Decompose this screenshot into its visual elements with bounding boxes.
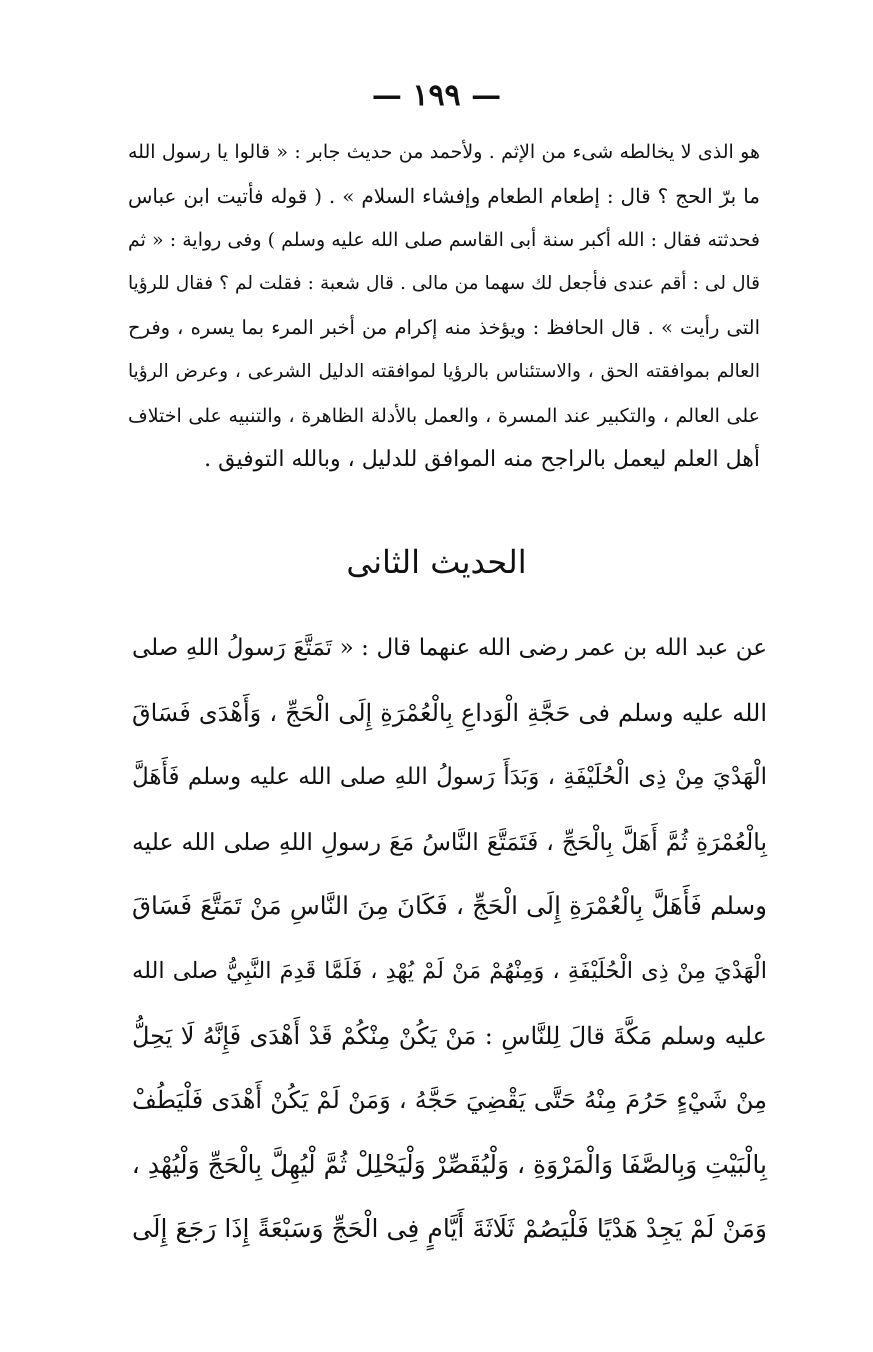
- page-number: — ١٩٩ —: [371, 78, 502, 113]
- commentary-line: ما برّ الحج ؟ قال : إطعام الطعام وإفشاء السلام » . ( قوله فأتيت ابن عباس: [128, 184, 760, 208]
- section-heading: الحديث الثانى: [346, 543, 527, 581]
- hadith-line: وسلم فَأَهَلَّ بِالْعُمْرَةِ إِلَى الْحَجِّ ، فَكَانَ مِنَ النَّاسِ مَنْ تَمَتَّعَ فَسَاقَ: [132, 891, 767, 921]
- hadith-line: بِالْعُمْرَةِ ثُمَّ أَهَلَّ بِالْحَجِّ ، فَتَمَتَّعَ النَّاسُ مَعَ رسولِ اللهِ صلى الله عليه: [132, 827, 767, 856]
- hadith-line: عليه وسلم مَكَّةَ قالَ لِلنَّاسِ : مَنْ يَكُنْ مِنْكُمْ قَدْ أَهْدَى فَإِنَّهُ لَا يَحِلُّ: [132, 1021, 767, 1050]
- hadith-line: مِنْ شَيْءٍ حَرُمَ مِنْهُ حَتَّى يَقْضِيَ حَجَّهُ ، وَمَنْ لَمْ يَكُنْ أَهْدَى فَلْيَطُفْ: [132, 1086, 767, 1115]
- commentary-line: العالم بموافقته الحق ، والاستئناس بالرؤيا لموافقته الدليل الشرعى ، وعرض الرؤيا: [128, 361, 760, 382]
- hadith-line: بِالْبَيْتِ وَبِالصَّفَا وَالْمَرْوَةِ ، وَلْيُقَصِّرْ وَلْيَحْلِلْ ثُمَّ لْيُهِلَّ بِالْحَجِّ وَلْيُهْدِ ،: [131, 1149, 767, 1179]
- hadith-text: [132, 616, 767, 1262]
- hadith-line: عن عبد الله بن عمر رضى الله عنهما قال : « تَمَتَّعَ رَسولُ اللهِ صلى: [132, 635, 767, 661]
- hadith-line: الْهَدْيَ مِنْ ذِى الْحُلَيْفَةِ ، وَمِنْهُمْ مَنْ لَمْ يُهْدِ ، فَلَمَّا قَدِمَ النَّبِيُّ صلى الله: [132, 957, 767, 984]
- commentary-line: التى رأيت » . قال الحافظ : ويؤخذ منه إكرام من أخبر المرء بما يسره ، وفرح: [128, 316, 760, 339]
- hadith-line: وَمَنْ لَمْ يَجِدْ هَدْيًا فَلْيَصُمْ ثَلَاثَةَ أَيَّامٍ فِى الْحَجِّ وَسَبْعَةً إِذَا رَجَعَ إِلَى: [132, 1214, 767, 1244]
- commentary-line: هو الذى لا يخالطه شىء من الإثم . ولأحمد من حديث جابر : « قالوا يا رسول الله: [128, 141, 760, 163]
- commentary-line: أهل العلم ليعمل بالراجح منه الموافق للدليل ، وبالله التوفيق .: [204, 447, 760, 472]
- commentary-paragraph: [128, 130, 760, 482]
- hadith-line: الله عليه وسلم فى حَجَّةِ الْوَداعِ بِالْعُمْرَةِ إِلَى الْحَجِّ ، وَأَهْدَى فَسَاقَ: [132, 698, 767, 727]
- commentary-line: فحدثته فقال : الله أكبر سنة أبى القاسم صلى الله عليه وسلم ) وفى رواية : « ثم: [128, 229, 760, 251]
- commentary-line: قال لى : أقم عندى فأجعل لك سهما من مالى . قال شعبة : فقلت لم ؟ فقال للرؤيا: [128, 273, 760, 294]
- hadith-line: الْهَدْيَ مِنْ ذِى الْحُلَيْفَةِ ، وَبَدَأَ رَسولُ اللهِ صلى الله عليه وسلم فَأَهَلَّ: [132, 764, 767, 791]
- commentary-line: على العالم ، والتكبير عند المسرة ، والعمل بالأدلة الظاهرة ، والتنبيه على اختلاف: [128, 405, 760, 427]
